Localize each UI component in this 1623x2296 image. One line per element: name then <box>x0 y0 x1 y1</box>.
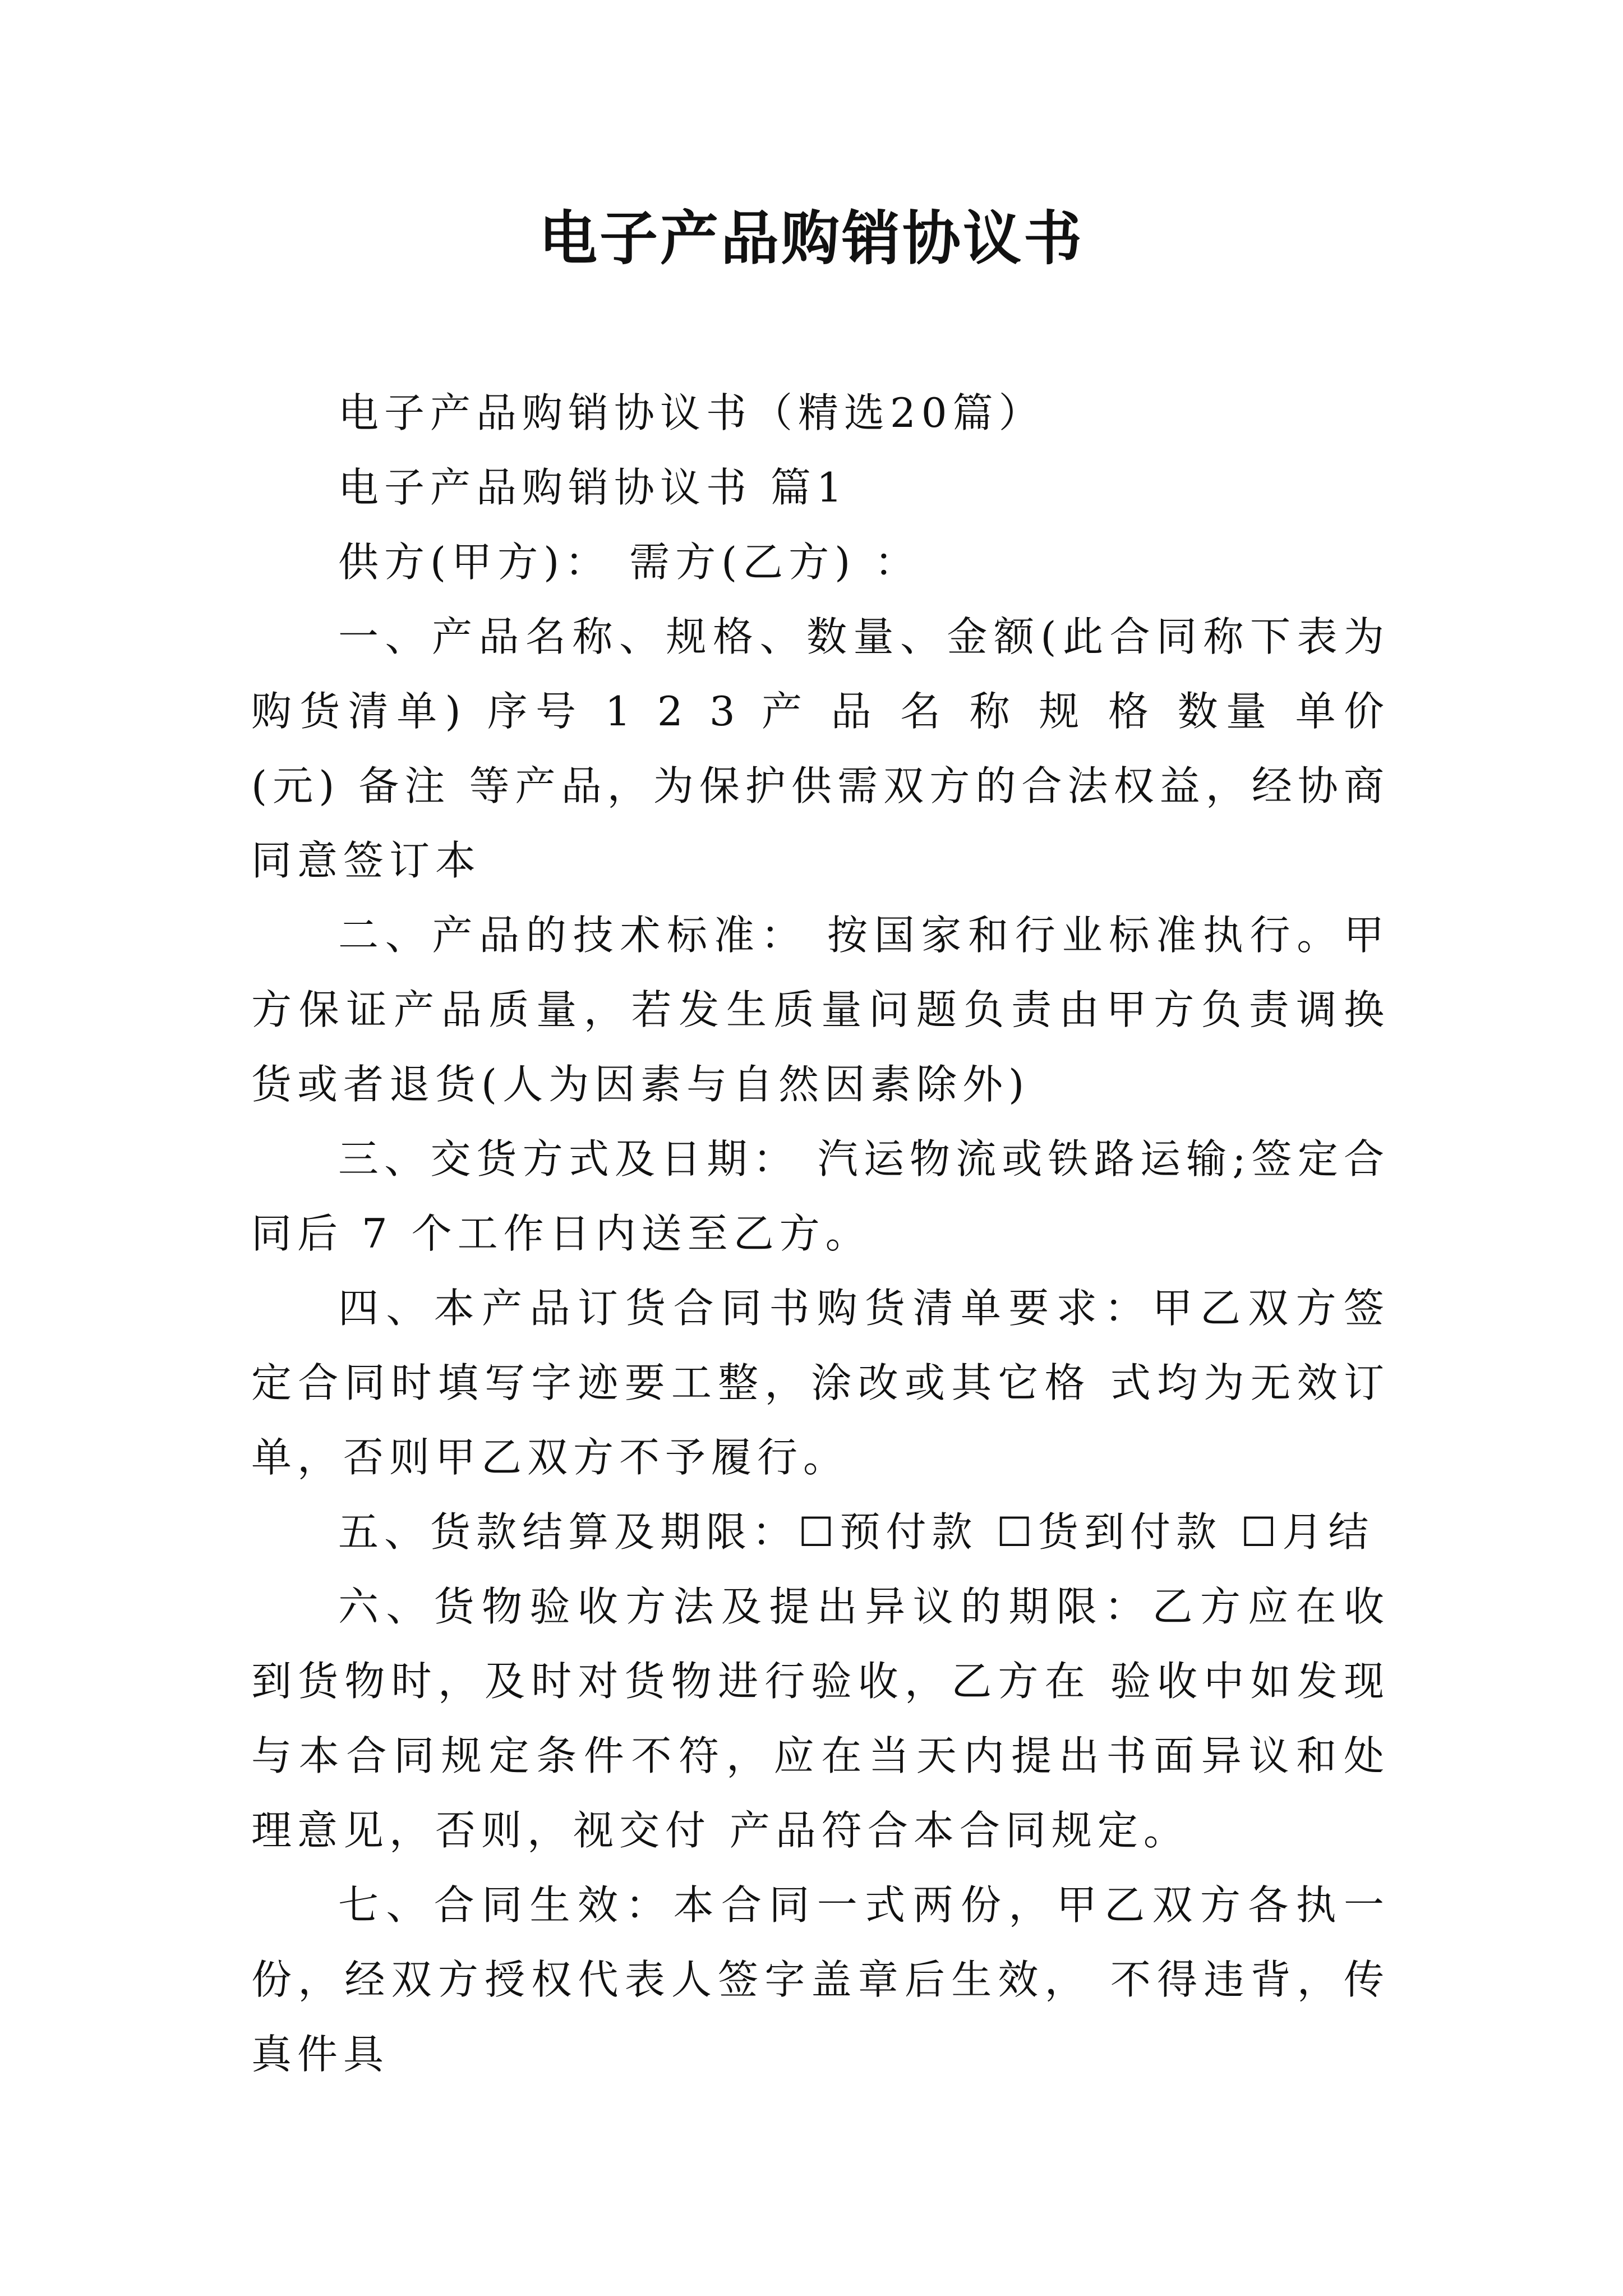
paragraph-clause-3: 三、交货方式及日期： 汽运物流或铁路运输;签定合同后 7 个工作日内送至乙方。 <box>251 1135 1390 1257</box>
paragraph-clause-2: 二、产品的技术标准： 按国家和行业标准执行。甲方保证产品质量，若发生质量问题负责由甲方负责调换货或者退货(人为因素与自然因素除外) <box>251 912 1390 1108</box>
paragraph-clause-1: 一、产品名称、规格、数量、金额(此合同称下表为购货清单) 序号 1 2 3 产 品 名 称 规 格 数量 单价(元) 备注 等产品，为保护供需双方的合法权益，经协商同意签订本 <box>251 613 1390 884</box>
paragraph-clause-7: 七、合同生效：本合同一式两份，甲乙双方各执一份，经双方授权代表人签字盖章后生效， 不得违背，传真件具 <box>251 1881 1390 2078</box>
document-title: 电子产品购销协议书 <box>538 204 1084 273</box>
paragraph-parties: 供方(甲方)： 需方(乙方) ： <box>338 539 921 586</box>
document-body <box>251 376 1390 2092</box>
paragraph-clause-6: 六、货物验收方法及提出异议的期限：乙方应在收到货物时，及时对货物进行验收，乙方在 验收中如发现与本合同规定条件不符，应在当天内提出书面异议和处理意见，否则，视交付 产品符合本合同规定。 <box>251 1583 1390 1854</box>
paragraph-subtitle: 电子产品购销协议书（精选20篇） <box>338 389 1045 436</box>
paragraph-clause-5: 五、货款结算及期限：☐预付款 ☐货到付款 ☐月结 <box>338 1508 1375 1556</box>
paragraph-section-heading: 电子产品购销协议书 篇1 <box>338 464 848 511</box>
paragraph-clause-4: 四、本产品订货合同书购货清单要求：甲乙双方签定合同时填写字迹要工整，涂改或其它格 式均为无效订单，否则甲乙双方不予履行。 <box>251 1285 1390 1481</box>
